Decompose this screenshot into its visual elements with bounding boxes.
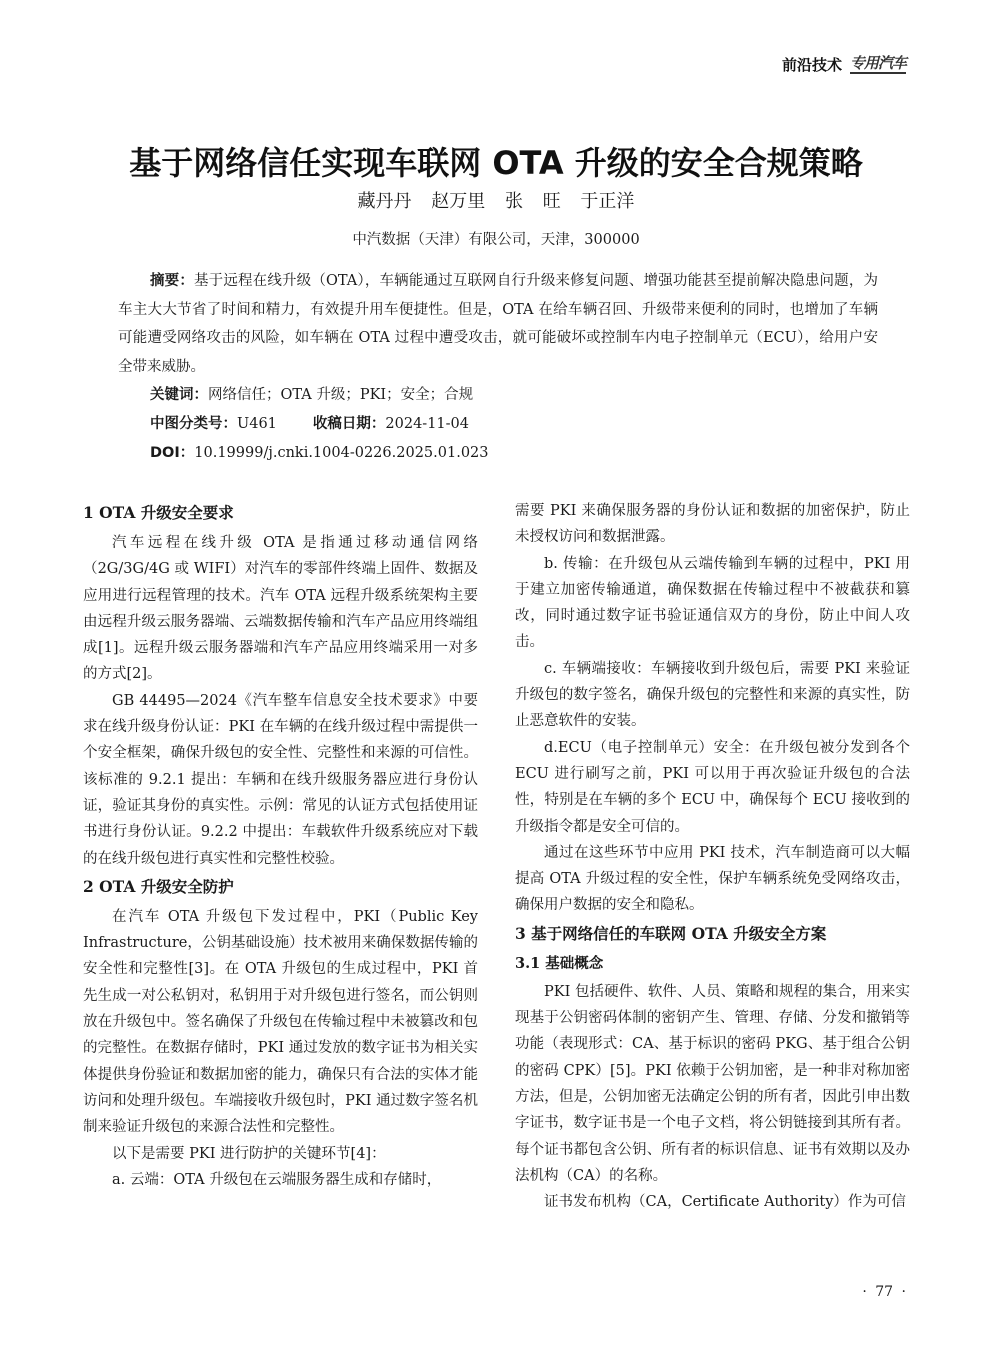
paragraph: 在汽车 OTA 升级包下发过程中，PKI（Public Key Infrastructure，公钥基础设施）技术被用来确保数据传输的安全性和完整性[3]。在 OTA 升级包的生成过程中，PKI 首先生成一对公私钥对，私钥用于对升级包进行签名，而公钥则放在升级包中。签名确保了升级包在传输过程中未被篡改和包的完整性。在数据存储时，PKI 通过发放的数字证书为相关实体提供身份验证和数据加密的能力，确保只有合法的实体才能访问和处理升级包。车端接收升级包时，PKI 通过数字签名机制来验证升级包的来源合法性和完整性。: [83, 908, 478, 1136]
left-column: [83, 498, 478, 1193]
affiliation: 中汽数据（天津）有限公司，天津，300000: [352, 232, 640, 248]
paper-title: 基于网络信任实现车联网 OTA 升级的安全合规策略: [129, 144, 863, 182]
subsection-heading-3-1: 3.1 基础概念: [515, 954, 604, 972]
paragraph: b. 传输：在升级包从云端传输到车辆的过程中，PKI 用于建立加密传输通道，确保数据在传输过程中不被截获和篡改，同时通过数字证书验证通信双方的身份，防止中间人攻击。: [515, 555, 910, 651]
keywords-text: 网络信任；OTA 升级；PKI；安全；合规: [208, 387, 474, 404]
paragraph: PKI 包括硬件、软件、人员、策略和规程的集合，用来实现基于公钥密码体制的密钥产生、管理、存储、分发和撤销等功能（表现形式：CA、基于标识的密码 PKG、基于组合公钥的密码 CPK）[5]。PKI 依赖于公钥加密，是一种非对称加密方法，但是，公钥加密无法确定公钥的所有者，因此引申出数字证书，数字证书是一个电子文档，将公钥链接到其所有者。每个证书都包含公钥、所有者的标识信息、证书有效期以及办法机构（CA）的名称。: [515, 983, 910, 1184]
paragraph: 以下是需要 PKI 进行防护的关键环节[4]：: [112, 1145, 386, 1162]
doi-label: DOI：: [150, 444, 195, 461]
abstract-paragraph: [118, 267, 878, 381]
clc-value: U461: [237, 415, 277, 432]
section-heading-3: 3 基于网络信任的车联网 OTA 升级安全方案: [515, 923, 827, 943]
author-list: 藏丹丹 赵万里 张 旺 于正洋: [357, 191, 635, 212]
received-label: 收稿日期：: [312, 415, 386, 432]
section-heading-1: 1 OTA 升级安全要求: [83, 503, 234, 522]
received-value: 2024-11-04: [385, 415, 470, 432]
paragraph: a. 云端：OTA 升级包在云端服务器生成和存储时，: [112, 1171, 442, 1188]
paragraph: 证书发布机构（CA，Certificate Authority）作为可信: [544, 1194, 906, 1211]
page-number: · 77 ·: [862, 1284, 906, 1300]
section-heading-2: 2 OTA 升级安全防护: [83, 876, 234, 896]
paragraph: GB 44495—2024《汽车整车信息安全技术要求》中要求在线升级身份认证：PKI 在车辆的在线升级过程中需提供一个安全框架，确保升级包的安全性、完整性和来源的可信性。该标准的 9.2.1 提出：车辆和在线升级服务器应进行身份认证，验证其身份的真实性。示例：常见的认证方式包括使用证书进行身份认证。9.2.2 中提出：车载软件升级系统应对下载的在线升级包进行真实性和完整性校验。: [83, 692, 478, 867]
keywords-label: 关键词：: [150, 387, 208, 404]
running-header: [782, 54, 906, 75]
paragraph: 通过在这些环节中应用 PKI 技术，汽车制造商可以大幅提高 OTA 升级过程的安全性，保护车辆系统免受网络攻击，确保用户数据的安全和隐私。: [515, 844, 910, 914]
paragraph: 汽车远程在线升级 OTA 是指通过移动通信网络（2G/3G/4G 或 WIFI）对汽车的零部件终端上固件、数据及应用进行远程管理的技术。汽车 OTA 远程升级系统架构主要由远程升级云服务器端、云端数据传输和汽车产品应用终端组成[1]。远程升级云服务器端和汽车产品应用终端采用一对多的方式[2]。: [83, 535, 478, 683]
abstract-block: [118, 267, 878, 467]
paragraph: d.ECU（电子控制单元）安全：在升级包被分发到各个 ECU 进行刷写之前，PKI 可以用于再次验证升级包的合法性，特别是在车辆的多个 ECU 中，确保每个 ECU 接收到的升级指令都是安全可信的。: [515, 739, 910, 835]
paragraph: c. 车辆端接收：车辆接收到升级包后，需要 PKI 来验证升级包的数字签名，确保升级包的完整性和来源的真实性，防止恶意软件的安装。: [515, 660, 910, 730]
keywords-line: [118, 381, 878, 410]
doi-value: 10.19999/j.cnki.1004-0226.2025.01.023: [194, 444, 489, 461]
abstract-label: 摘要：: [150, 273, 195, 289]
journal-logo: 专用汽车: [849, 54, 906, 72]
classification-line: [118, 410, 878, 439]
clc-label: 中图分类号：: [150, 415, 237, 432]
doi-line: [118, 439, 878, 468]
abstract-text: 基于远程在线升级（OTA），车辆能通过互联网自行升级来修复问题、增强功能甚至提前解决隐患问题，为车主大大节省了时间和精力，有效提升用车便捷性。但是，OTA 在给车辆召回、升级带来便利的同时，也增加了车辆可能遭受网络攻击的风险，如车辆在 OTA 过程中遭受攻击，就可能破坏或控制车内电子控制单元（ECU），给用户安全带来威胁。: [118, 273, 879, 375]
column-name: 前沿技术: [781, 56, 842, 74]
right-column: [515, 498, 910, 1215]
paragraph: 需要 PKI 来确保服务器的身份认证和数据的加密保护，防止未授权访问和数据泄露。: [515, 503, 910, 546]
